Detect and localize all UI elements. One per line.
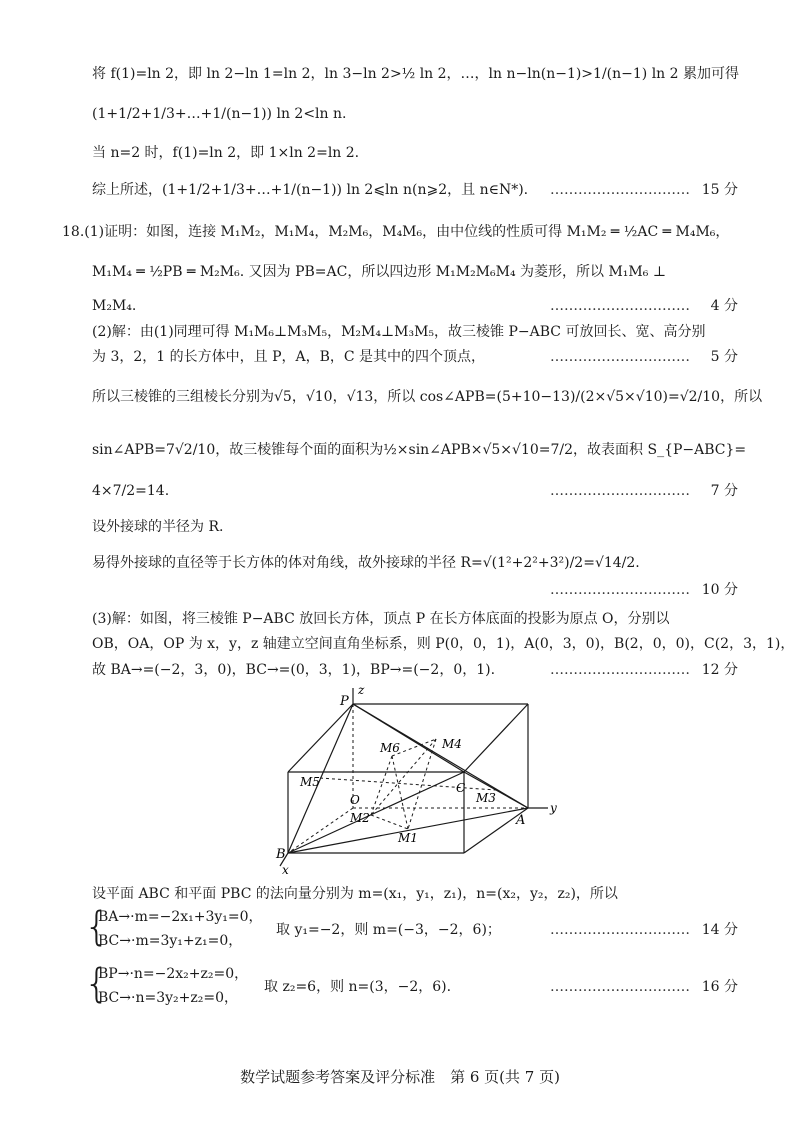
- text-line-9: 为 3，2，1 的长方体中，且 P，A，B，C 是其中的四个顶点，: [92, 349, 486, 365]
- label-P: P: [340, 694, 349, 709]
- rectangular-box-figure: [266, 682, 566, 877]
- dot-leader: …………………………: [550, 922, 690, 938]
- page-footer: 数学试题参考答案及评分标准 第 6 页(共 7 页): [240, 1068, 560, 1086]
- text-line-11: sin∠APB=7√2/10，故三棱锥每个面的面积为½×sin∠APB×√5×√10=7/2，故表面积 S_{P−ABC}=: [92, 442, 747, 458]
- label-O: O: [350, 793, 360, 807]
- left-brace: {: [84, 961, 110, 1007]
- text-line-4: 综上所述，(1+1/2+1/3+…+1/(n−1)) ln 2⩽ln n(n⩾2，且 n∈N*).: [92, 182, 529, 198]
- text-line-13: 设外接球的半径为 R.: [92, 519, 224, 535]
- dot-leader: …………………………: [550, 662, 690, 678]
- equation-1-result: 取 y₁=−2，则 m=(−3，−2，6)；: [276, 922, 501, 938]
- text-line-2: (1+1/2+1/3+…+1/(n−1)) ln 2<ln n.: [92, 106, 347, 122]
- text-line-8: (2)解：由(1)同理可得 M₁M₆⊥M₃M₅，M₂M₄⊥M₃M₅，故三棱锥 P−ABC 可放回长、宽、高分别: [92, 324, 706, 340]
- text-line-7: M₂M₄.: [92, 298, 137, 314]
- label-M1: M1: [398, 831, 418, 845]
- dot-leader: …………………………: [550, 349, 690, 365]
- text-line-17: 故 BA→=(−2，3，0)，BC→=(0，3，1)，BP→=(−2，0，1).: [92, 662, 496, 678]
- label-A: A: [516, 813, 526, 828]
- text-line-14: 易得外接球的直径等于长方体的体对角线，故外接球的半径 R=√(1²+2²+3²)/2=√14/2.: [92, 555, 640, 571]
- label-C: C: [456, 781, 466, 795]
- equation-1b: BC→·m=3y₁+z₁=0，: [98, 933, 243, 949]
- text-line-18: 设平面 ABC 和平面 PBC 的法向量分别为 m=(x₁，y₁，z₁)，n=(x₂，y₂，z₂)，所以: [92, 886, 618, 902]
- text-line-5: 18.(1)证明：如图，连接 M₁M₂，M₁M₄，M₂M₆，M₄M₆，由中位线的性质可得 M₁M₂ ═ ½AC ═ M₄M₆，: [62, 224, 730, 240]
- label-y: y: [550, 801, 557, 815]
- score-12: 12 分: [701, 662, 738, 678]
- text-line-10: 所以三棱锥的三组棱长分别为√5，√10，√13，所以 cos∠APB=(5+10−13)/(2×√5×√10)=√2/10，所以: [92, 389, 763, 405]
- score-14: 14 分: [701, 922, 738, 938]
- text-line-6: M₁M₄ ═ ½PB ═ M₂M₆. 又因为 PB=AC，所以四边形 M₁M₂M₆M₄ 为菱形，所以 M₁M₆ ⊥: [92, 264, 666, 280]
- dot-leader: …………………………: [550, 582, 690, 598]
- text-line-12: 4×7/2=14.: [92, 483, 170, 499]
- label-M3: M3: [476, 791, 496, 805]
- dot-leader: …………………………: [550, 182, 690, 198]
- text-line-15: (3)解：如图，将三棱锥 P−ABC 放回长方体，顶点 P 在长方体底面的投影为原点 O，分别以: [92, 611, 670, 627]
- score-7: 7 分: [710, 483, 738, 499]
- mid-segment: [371, 815, 408, 829]
- dot-leader: …………………………: [550, 298, 690, 314]
- score-16: 16 分: [701, 979, 738, 995]
- equation-2a: BP→·n=−2x₂+z₂=0，: [98, 966, 249, 982]
- score-5: 5 分: [710, 349, 738, 365]
- dot-leader: …………………………: [550, 979, 690, 995]
- label-M4: M4: [442, 737, 462, 751]
- label-x: x: [282, 863, 289, 877]
- dot-leader: …………………………: [550, 483, 690, 499]
- score-4: 4 分: [710, 298, 738, 314]
- score-10: 10 分: [701, 582, 738, 598]
- text-line-3: 当 n=2 时，f(1)=ln 2，即 1×ln 2=ln 2.: [92, 145, 360, 161]
- label-M5: M5: [300, 775, 320, 789]
- box-edge: [288, 704, 353, 772]
- box-edge: [464, 704, 528, 772]
- left-brace: {: [84, 904, 110, 950]
- label-z: z: [358, 683, 365, 697]
- equation-2b: BC→·n=3y₂+z₂=0，: [98, 990, 238, 1006]
- equation-1a: BA→·m=−2x₁+3y₁=0，: [98, 909, 263, 925]
- mid-segment: [320, 778, 496, 790]
- label-B: B: [276, 847, 286, 862]
- label-M6: M6: [380, 741, 400, 755]
- score-15: 15 分: [701, 182, 738, 198]
- label-M2: M2: [350, 811, 370, 825]
- mid-segment: [392, 756, 408, 829]
- equation-2-result: 取 z₂=6，则 n=(3，−2，6).: [264, 979, 452, 995]
- text-line-1: 将 f(1)=ln 2，即 ln 2−ln 1=ln 2，ln 3−ln 2>½ ln 2，…，ln n−ln(n−1)>1/(n−1) ln 2 累加可得: [92, 66, 739, 82]
- text-line-16: OB，OA，OP 为 x，y，z 轴建立空间直角坐标系，则 P(0，0，1)，A(0，3，0)，B(2，0，0)，C(2，3，1)，: [92, 636, 795, 652]
